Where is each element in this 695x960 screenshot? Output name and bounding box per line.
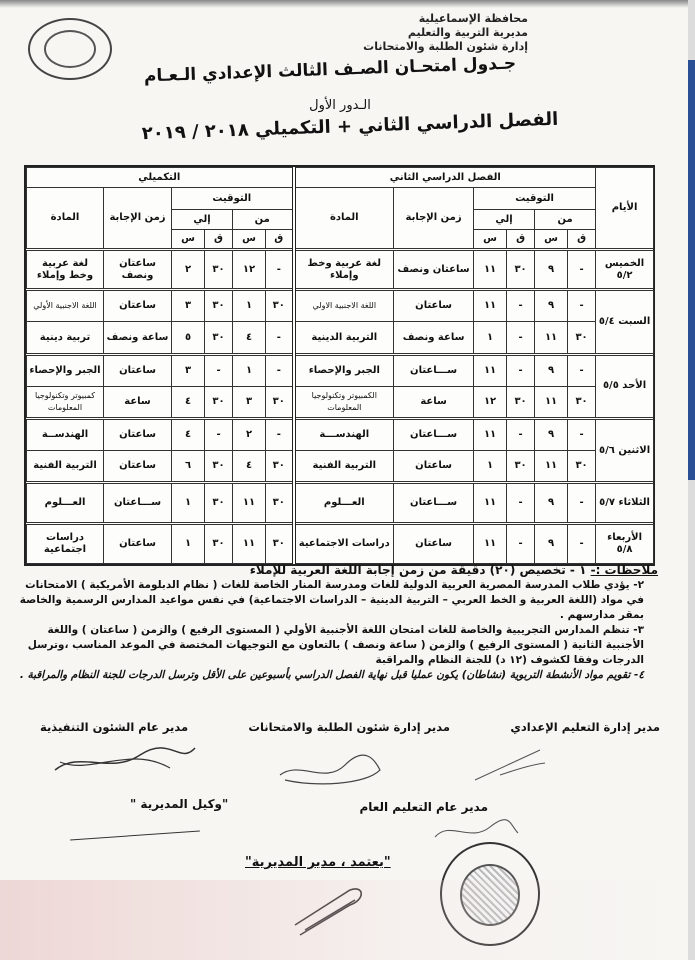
signature-scribble [275,745,385,790]
table-row [27,290,654,322]
m-to-hr-cell: ١ [474,322,507,354]
directorate-logo-icon [28,18,112,80]
governorate-name: محافظة الإسماعيلية [418,12,528,25]
day-cell: الاثنين ٥/٦ [596,419,654,483]
col-duration-main: زمن الإجابة [394,188,474,250]
table-row [27,354,654,386]
col-to-supp: إلي [172,210,233,230]
m-from-min-cell: ٣٠ [568,451,596,483]
signatures-row [40,720,660,734]
table-row [27,250,654,290]
m-from-min-cell: - [568,523,596,563]
s-from-min-cell: - [266,322,294,354]
col-hr: س [535,230,568,250]
directorate-name: مديرية التربية والتعليم [407,26,528,39]
s-subj-cell: لغة عربية وخط وإملاء [27,250,104,290]
s-to-hr-cell: ٤ [172,419,205,451]
m-from-min-cell: - [568,483,596,523]
s-to-min-cell: ٣٠ [205,290,233,322]
s-subj-cell: العـــلوم [27,483,104,523]
m-subj-cell: الهندســـة [294,419,394,451]
notes-section [18,563,658,683]
col-min: ق [266,230,294,250]
s-dur-cell: ساعتان ونصف [104,250,172,290]
m-dur-cell: ساعة ونصف [394,322,474,354]
sig-deputy: "وكيل المديرية " [130,797,229,811]
s-from-hr-cell: ٤ [233,322,266,354]
s-from-hr-cell: ٣ [233,386,266,418]
m-from-hr-cell: ٩ [535,483,568,523]
s-to-min-cell: ٣٠ [205,451,233,483]
sig-exec-director: مدير عام الشئون التنفيذية [40,720,189,734]
day-cell: السبت ٥/٤ [596,290,654,354]
m-from-min-cell: - [568,290,596,322]
col-min: ق [205,230,233,250]
s-from-min-cell: - [266,250,294,290]
s-from-hr-cell: ١١ [233,483,266,523]
m-to-min-cell: - [507,354,535,386]
photo-shadow [0,0,688,8]
m-to-hr-cell: ١ [474,451,507,483]
m-dur-cell: ساعة [394,386,474,418]
s-to-min-cell: ٣٠ [205,386,233,418]
m-to-min-cell: - [507,419,535,451]
sig-prep-director: مدير إدارة التعليم الإعدادي [510,720,660,734]
m-dur-cell: ســـاعتان [394,419,474,451]
table-row [27,322,654,354]
m-subj-cell: لغة عربية وخط وإملاء [294,250,394,290]
m-subj-cell: التربية الدينية [294,322,394,354]
document-title: جـدول امتحـان الصـف الثالث الإعدادي الـعـام [143,53,517,87]
s-to-min-cell: ٣٠ [205,250,233,290]
m-from-hr-cell: ٩ [535,250,568,290]
s-to-min-cell: ٣٠ [205,523,233,563]
table-row [27,523,654,563]
s-from-min-cell: ٣٠ [266,451,294,483]
approval-title: "يعتمد ، مدير المديرية" [245,855,391,870]
signature-scribble [50,740,200,780]
col-subject-main: المادة [294,188,394,250]
s-dur-cell: ســـاعتان [104,483,172,523]
s-to-hr-cell: ٦ [172,451,205,483]
m-to-hr-cell: ١١ [474,250,507,290]
s-to-min-cell: - [205,419,233,451]
m-dur-cell: ساعتان ونصف [394,250,474,290]
s-dur-cell: ساعتان [104,354,172,386]
s-to-hr-cell: ١ [172,483,205,523]
m-from-min-cell: - [568,419,596,451]
sig-students-director: مدير إدارة شئون الطلبة والامتحانات [248,720,450,734]
day-cell: الأحد ٥/٥ [596,354,654,418]
m-to-hr-cell: ١١ [474,354,507,386]
s-dur-cell: ساعة [104,386,172,418]
col-duration-supp: زمن الإجابة [104,188,172,250]
m-from-min-cell: - [568,354,596,386]
s-to-hr-cell: ٤ [172,386,205,418]
note-3: ٣- تنظم المدارس التجريبية والخاصة للغات امتحان اللغة الأجنبية الأولي ( المستوى الرفيع ) والزمن ( ساعتان ) واللغة الأجنبية الثانية ( المستوى الرفيع ) والزمن ( ساعة ونصف ) بالتعاون مع التوجيهات المختصة في الموعد المناسب ،وترسل الدرجات وفقا لكشوف (١٢ د) للجنة النظام والمراقبة [27,624,644,666]
m-from-hr-cell: ٩ [535,419,568,451]
table-row [27,483,654,523]
sig-general-education: مدير عام التعليم العام [359,800,488,814]
s-dur-cell: ساعتان [104,523,172,563]
m-from-hr-cell: ٩ [535,523,568,563]
background-edge [688,60,695,480]
m-subj-cell: دراسات الاجتماعية [294,523,394,563]
m-to-min-cell: ٣٠ [507,250,535,290]
schedule-body [27,250,654,564]
s-to-min-cell: ٣٠ [205,322,233,354]
m-to-min-cell: ٣٠ [507,451,535,483]
m-dur-cell: ساعتان [394,523,474,563]
s-subj-cell: اللغة الاجنبية الأولي [27,290,104,322]
s-subj-cell: الهندســة [27,419,104,451]
m-subj-cell: العـــلوم [294,483,394,523]
note-2: ٢- يؤدي طلاب المدرسة المصرية العربية الدولية للغات ومدرسة المنار الخاصة للغات ( نظام الدبلومة الأمريكية ) الامتحانات في مواد (اللغة العربية و الخط العربي – التربية الدينية – الدراسات الاجتماعية) في نفس مواعيد المدارس الرسمية والخاصة بمقر مدارسهم . [19,579,644,621]
s-dur-cell: ساعة ونصف [104,322,172,354]
col-subject-supp: المادة [27,188,104,250]
m-subj-cell: اللغة الاجنبية الاولي [294,290,394,322]
s-subj-cell: دراسات اجتماعية [27,523,104,563]
s-to-hr-cell: ٢ [172,250,205,290]
m-subj-cell: الكمبيوتر وتكنولوجيا المعلومات [294,386,394,418]
schedule-table-wrapper [24,165,655,566]
s-from-hr-cell: ١ [233,290,266,322]
signature-scribble [470,745,550,785]
col-from-supp: من [233,210,294,230]
col-days: الأيام [596,168,654,250]
m-dur-cell: ســـاعتان [394,354,474,386]
exam-term: الفصل الدراسي الثاني + التكميلي ٢٠١٨ / ٢٠١٩ [141,108,559,145]
s-from-min-cell: ٣٠ [266,483,294,523]
s-to-hr-cell: ٣ [172,354,205,386]
table-row [27,386,654,418]
m-to-min-cell: - [507,322,535,354]
table-row [27,451,654,483]
m-from-hr-cell: ١١ [535,322,568,354]
s-from-hr-cell: ٤ [233,451,266,483]
s-from-min-cell: ٣٠ [266,386,294,418]
exam-round: الـدور الأول [309,98,371,113]
m-from-min-cell: ٣٠ [568,322,596,354]
s-subj-cell: التربية الفنية [27,451,104,483]
s-dur-cell: ساعتان [104,290,172,322]
m-to-min-cell: - [507,523,535,563]
s-from-min-cell: - [266,419,294,451]
m-subj-cell: الجبر والإحصاء [294,354,394,386]
s-dur-cell: ساعتان [104,451,172,483]
s-to-min-cell: ٣٠ [205,483,233,523]
col-min: ق [568,230,596,250]
m-to-min-cell: - [507,483,535,523]
m-dur-cell: ســـاعتان [394,483,474,523]
m-dur-cell: ساعتان [394,451,474,483]
m-to-hr-cell: ١١ [474,523,507,563]
col-min: ق [507,230,535,250]
s-from-hr-cell: ٢ [233,419,266,451]
m-to-min-cell: - [507,290,535,322]
section-supplementary: التكميلي [27,168,294,188]
col-timing-supp: التوقيت [172,188,294,210]
signature-line [70,830,200,840]
m-from-hr-cell: ١١ [535,386,568,418]
s-from-min-cell: ٣٠ [266,290,294,322]
s-from-hr-cell: ١٢ [233,250,266,290]
m-to-hr-cell: ١١ [474,483,507,523]
note-4: ٤- تقويم مواد الأنشطة التربوية (نشاطان) يكون عمليا قبل نهاية الفصل الدراسي بأسبوعين على الأقل وترسل الدرجات للجنة النظام والمراقبة . [19,669,644,681]
table-row [27,419,654,451]
col-hr: س [474,230,507,250]
m-from-min-cell: ٣٠ [568,386,596,418]
s-to-hr-cell: ١ [172,523,205,563]
s-from-min-cell: ٣٠ [266,523,294,563]
note-1: ملاحظات :- ١ - تخصيص (٢٠) دقيقة من زمن إجابة اللغة العربية للإملاء [249,563,658,577]
m-to-hr-cell: ١١ [474,290,507,322]
s-to-min-cell: - [205,354,233,386]
m-subj-cell: التربية الفنية [294,451,394,483]
department-name: إدارة شئون الطلبة والامتحانات [363,40,528,53]
m-from-hr-cell: ١١ [535,451,568,483]
m-dur-cell: ساعتان [394,290,474,322]
s-from-hr-cell: ١ [233,354,266,386]
s-subj-cell: الجبر والإحصاء [27,354,104,386]
m-to-hr-cell: ١١ [474,419,507,451]
s-to-hr-cell: ٣ [172,290,205,322]
m-from-hr-cell: ٩ [535,290,568,322]
notes-label: ملاحظات :- [590,563,658,577]
s-subj-cell: كمبيوتر وتكنولوجيا المعلومات [27,386,104,418]
s-from-min-cell: - [266,354,294,386]
m-to-hr-cell: ١٢ [474,386,507,418]
photo-tint [0,880,688,960]
signature-scribble [430,815,520,845]
col-from-main: من [535,210,596,230]
schedule-table [26,167,654,564]
m-to-min-cell: ٣٠ [507,386,535,418]
section-main-term: الفصل الدراسي الثاني [294,168,596,188]
col-to-main: إلي [474,210,535,230]
day-cell: الثلاثاء ٥/٧ [596,483,654,523]
col-hr: س [172,230,205,250]
day-cell: الخميس ٥/٢ [596,250,654,290]
col-hr: س [233,230,266,250]
s-subj-cell: تربية دينية [27,322,104,354]
m-from-min-cell: - [568,250,596,290]
s-to-hr-cell: ٥ [172,322,205,354]
s-dur-cell: ساعتان [104,419,172,451]
document-header [363,12,528,54]
m-from-hr-cell: ٩ [535,354,568,386]
day-cell: الأربعاء ٥/٨ [596,523,654,563]
s-from-hr-cell: ١١ [233,523,266,563]
col-timing-main: التوقيت [474,188,596,210]
